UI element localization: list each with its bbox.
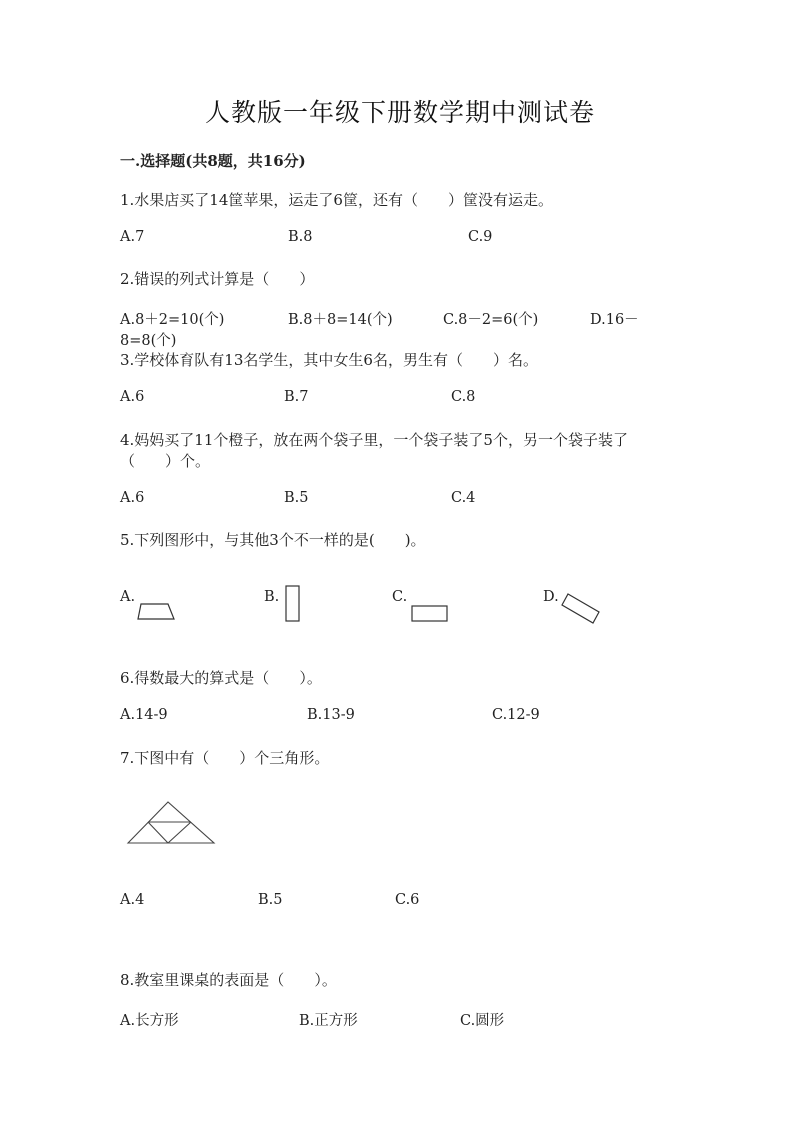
question-7-stem: 7.下图中有（ ）个三角形。 (120, 749, 330, 767)
question-8-option-c[interactable]: C.圆形 (460, 1013, 505, 1029)
question-3-option-b[interactable]: B.7 (284, 389, 309, 405)
question-8-stem: 8.教室里课桌的表面是（ ）。 (120, 971, 337, 989)
question-8-option-a[interactable]: A.长方形 (120, 1013, 179, 1029)
question-3-option-a[interactable]: A.6 (120, 389, 145, 405)
question-5-stem: 5.下列图形中，与其他3个不一样的是( )。 (120, 531, 426, 549)
question-5-option-c[interactable]: C. (392, 589, 408, 605)
question-5-option-b[interactable]: B. (264, 589, 280, 605)
question-6-option-a[interactable]: A.14-9 (120, 707, 168, 723)
question-4-option-c[interactable]: C.4 (451, 490, 476, 506)
question-6-stem: 6.得数最大的算式是（ ）。 (120, 669, 322, 687)
tilted-rectangle-shape (558, 590, 606, 630)
question-1-option-b[interactable]: B.8 (288, 229, 313, 245)
question-7-option-c[interactable]: C.6 (395, 892, 420, 908)
question-4-option-b[interactable]: B.5 (284, 490, 309, 506)
page-title: 人教版一年级下册数学期中测试卷 (204, 98, 595, 127)
question-1-stem: 1.水果店买了14筐苹果，运走了6筐，还有（ ）筐没有运走。 (120, 191, 553, 209)
parallelogram-shape (134, 600, 180, 624)
question-8-option-b[interactable]: B.正方形 (299, 1013, 358, 1029)
question-2-option-a[interactable]: A.8＋2=10(个) (120, 312, 225, 328)
subdivided-triangle-figure (124, 798, 218, 850)
wide-rectangle-shape (408, 602, 452, 626)
question-3-stem: 3.学校体育队有13名学生，其中女生6名，男生有（ ）名。 (120, 351, 538, 369)
question-4-stem-continued: （ ）个。 (120, 452, 211, 470)
question-2-stem: 2.错误的列式计算是（ ） (120, 270, 315, 288)
question-5-option-a[interactable]: A. (120, 589, 136, 605)
question-3-option-c[interactable]: C.8 (451, 389, 476, 405)
question-2-option-d[interactable]: D.16－ (590, 312, 639, 328)
question-6-option-c[interactable]: C.12-9 (492, 707, 540, 723)
question-4-stem: 4.妈妈买了11个橙子，放在两个袋子里，一个袋子装了5个，另一个袋子装了 (120, 431, 628, 449)
question-6-option-b[interactable]: B.13-9 (307, 707, 355, 723)
question-4-option-a[interactable]: A.6 (120, 490, 145, 506)
question-1-option-a[interactable]: A.7 (120, 229, 145, 245)
question-2-option-c[interactable]: C.8－2=6(个) (443, 312, 539, 328)
question-7-option-b[interactable]: B.5 (258, 892, 283, 908)
question-5-option-d[interactable]: D. (543, 589, 559, 605)
question-2-option-b[interactable]: B.8＋8=14(个) (288, 312, 393, 328)
question-2-option-d-continued: 8=8(个) (120, 333, 177, 349)
section-heading: 一.选择题(共8题，共16分) (120, 152, 306, 170)
tall-rectangle-shape (282, 582, 306, 626)
question-7-option-a[interactable]: A.4 (120, 892, 145, 908)
question-1-option-c[interactable]: C.9 (468, 229, 493, 245)
